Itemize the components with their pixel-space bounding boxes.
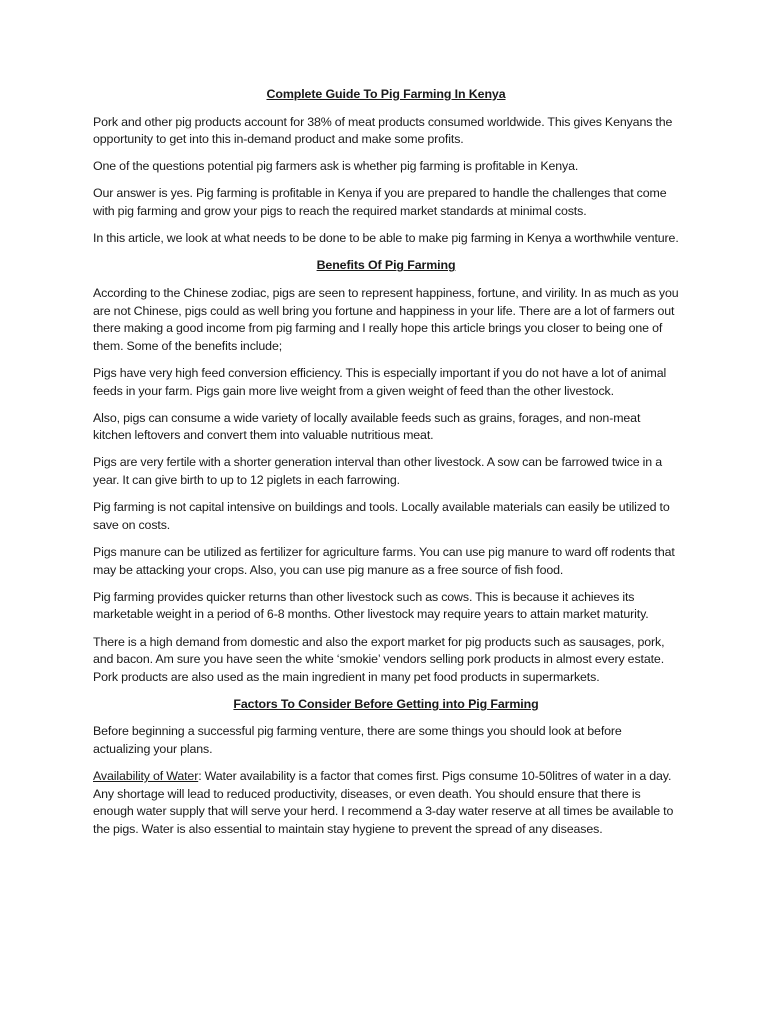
- water-availability-label: Availability of Water: [93, 769, 199, 784]
- benefits-paragraph-8: There is a high demand from domestic and also the export market for pig products such as sausages, pork, and bacon. Am sure you have seen the white ‘smokie’ vendors selling pork products in almost every estate. Pork products are also used as the main ingredient in many pet food products in supermarkets.: [93, 634, 665, 684]
- benefits-paragraph-7: Pig farming provides quicker returns than other livestock such as cows. This is because it achieves its marketable weight in a period of 6-8 months. Other livestock may require years to attain market maturity.: [93, 589, 649, 622]
- benefits-heading: Benefits Of Pig Farming: [316, 258, 456, 273]
- water-availability-paragraph: [93, 768, 679, 838]
- document-body: [93, 86, 679, 848]
- benefits-paragraph-6: Pigs manure can be utilized as fertilizer for agriculture farms. You can use pig manure to ward off rodents that may be attacking your crops. Also, you can use pig manure as a free source of fish food.: [93, 545, 675, 577]
- benefits-paragraph-3: Also, pigs can consume a wide variety of locally available feeds such as grains, forages, and non-meat kitchen leftovers and convert them into valuable nutritious meat.: [93, 410, 641, 443]
- intro-paragraph-3: Our answer is yes. Pig farming is profitable in Kenya if you are prepared to handle the challenges that come with pig farming and grow your pigs to reach the required market standards at minimal costs.: [93, 186, 667, 219]
- benefits-paragraph-2: Pigs have very high feed conversion efficiency. This is especially important if you do not have a lot of animal feeds in your farm. Pigs gain more live weight from a given weight of feed than the other livestock.: [93, 365, 667, 398]
- benefits-paragraph-1: According to the Chinese zodiac, pigs are seen to represent happiness, fortune, and virility. In as much as you are not Chinese, pigs could as well bring you fortune and happiness in your life. There are a lot of farmers out there making a good income from pig farming and I really hope this article brings you closer to being one of them. Some of the benefits include;: [93, 285, 679, 353]
- water-availability-text: : Water availability is a factor that comes first. Pigs consume 10-50litres of water in a day. Any shortage will lead to reduced productivity, diseases, or even death. You should ensure that there is enough water supply that will serve your herd. I recommend a 3-day water reserve at all times be available to the pigs. Water is also essential to maintain stay hygiene to prevent the spread of any diseases.: [93, 769, 674, 837]
- factors-heading: Factors To Consider Before Getting into Pig Farming: [233, 696, 539, 711]
- factors-intro-paragraph: Before beginning a successful pig farming venture, there are some things you should look at before actualizing your plans.: [93, 724, 622, 757]
- benefits-paragraph-4: Pigs are very fertile with a shorter generation interval than other livestock. A sow can be farrowed twice in a year. It can give birth to up to 12 piglets in each farrowing.: [93, 455, 662, 488]
- intro-paragraph-2: One of the questions potential pig farmers ask is whether pig farming is profitable in Kenya.: [93, 159, 579, 174]
- document-title: Complete Guide To Pig Farming In Kenya: [266, 87, 506, 101]
- intro-paragraph-4: In this article, we look at what needs to be done to be able to make pig farming in Kenya a worthwhile venture.: [93, 231, 679, 246]
- benefits-paragraph-5: Pig farming is not capital intensive on buildings and tools. Locally available materials can easily be utilized to save on costs.: [93, 500, 670, 532]
- intro-paragraph-1: Pork and other pig products account for 38% of meat products consumed worldwide. This gives Kenyans the opportunity to get into this in-demand product and make some profits.: [93, 114, 673, 147]
